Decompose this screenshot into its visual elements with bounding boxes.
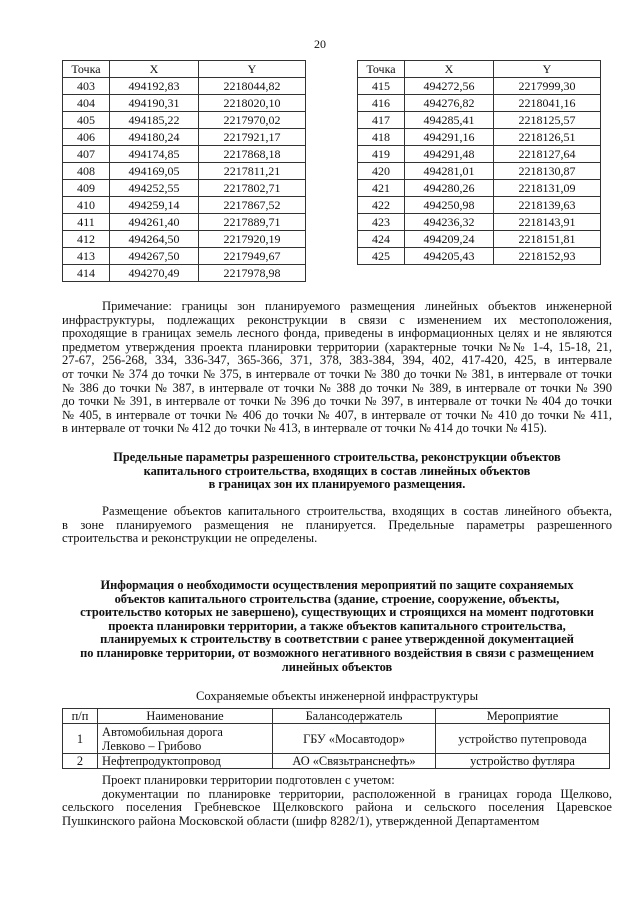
- cell-measure: устройство футляра: [436, 754, 610, 769]
- cell-point: 411: [63, 214, 110, 231]
- coordinates-table-right: [357, 60, 601, 265]
- text-line: инфраструктуры, подлежащих реконструкции в связи с изменением их местоположения,: [62, 312, 612, 327]
- cell-y: 2218151,81: [494, 231, 601, 248]
- cell-point: 414: [63, 265, 110, 282]
- cell-x: 494192,83: [110, 78, 199, 95]
- cell-point: 415: [358, 78, 405, 95]
- text-line: Примечание: границы зон планируемого размещения линейных объектов инженерной: [102, 299, 612, 313]
- text-line: документации по планировке территории, расположенной в границах города Щелково,: [102, 786, 612, 801]
- cell-y: 2218131,09: [494, 180, 601, 197]
- text-line: проекта планировки территории, а также объектов капитального строительства,: [108, 618, 566, 633]
- cell-number: 2: [63, 754, 98, 769]
- cell-x: 494185,22: [110, 112, 199, 129]
- text-line: Пушкинского района Московской области (шифр 8282/1), утвержденной Департаментом: [62, 813, 540, 828]
- cell-point: 416: [358, 95, 405, 112]
- text-line: в границах зон их планируемого размещения.: [208, 477, 466, 492]
- table-row: [63, 754, 610, 769]
- cell-point: 425: [358, 248, 405, 265]
- text-line: в зоне планируемого размещения не планируется. Предельные параметры разрешенного: [62, 517, 612, 532]
- cell-point: 409: [63, 180, 110, 197]
- cell-point: 413: [63, 248, 110, 265]
- header-x: X: [405, 61, 494, 78]
- cell-point: 410: [63, 197, 110, 214]
- cell-y: 2218044,82: [199, 78, 306, 95]
- cell-y: 2218143,91: [494, 214, 601, 231]
- table-row: [63, 163, 306, 180]
- project-basis-paragraph: [62, 774, 612, 828]
- coordinates-table-left: [62, 60, 306, 282]
- cell-x: 494281,01: [405, 163, 494, 180]
- cell-y: 2217949,67: [199, 248, 306, 265]
- text-line: по планировке территории, от возможного негативного воздействия в связи с размещением: [80, 645, 594, 660]
- cell-y: 2218125,57: [494, 112, 601, 129]
- cell-y: 2218139,63: [494, 197, 601, 214]
- table-row: [63, 112, 306, 129]
- table-row: [63, 146, 306, 163]
- cell-x: 494291,16: [405, 129, 494, 146]
- infra-caption-wrap: [62, 690, 612, 704]
- cell-owner: АО «Связьтранснефть»: [273, 754, 436, 769]
- cell-y: 2218130,87: [494, 163, 601, 180]
- cell-x: 494285,41: [405, 112, 494, 129]
- cell-point: 420: [358, 163, 405, 180]
- cell-y: 2218020,10: [199, 95, 306, 112]
- table-row: [63, 197, 306, 214]
- table-row: [63, 180, 306, 197]
- cell-x: 494174,85: [110, 146, 199, 163]
- text-line: объектов капитального строительства (здание, строение, сооружение, объекты,: [114, 591, 560, 606]
- table-row: [63, 78, 306, 95]
- cell-x: 494270,49: [110, 265, 199, 282]
- text-line: капитального строительства, входящих в состав линейных объектов: [143, 463, 531, 478]
- cell-point: 407: [63, 146, 110, 163]
- header-owner: Балансодержатель: [273, 709, 436, 724]
- cell-y: 2217889,71: [199, 214, 306, 231]
- cell-x: 494267,50: [110, 248, 199, 265]
- text-line: № 386 до точки № 387, в интервале от точки № 388 до точки № 389, в интервале от точки № 390: [62, 380, 612, 395]
- table-row: [358, 180, 601, 197]
- text-line: Предельные параметры разрешенного строительства, реконструкции объектов: [113, 450, 561, 464]
- cell-x: 494276,82: [405, 95, 494, 112]
- cell-x: 494264,50: [110, 231, 199, 248]
- cell-y: 2218127,64: [494, 146, 601, 163]
- text-line: планируемых к строительству в соответствии с ранее утвержденной документацией: [100, 632, 574, 647]
- header-x: X: [110, 61, 199, 78]
- text-line: предметом утверждения проекта планировки территории (характерные точки №№ 1-4, 15-18, 21,: [62, 339, 612, 354]
- text-line: до точки № 391, в интервале от точки № 396 до точки № 397, в интервале от точки № 404 до точки: [62, 394, 612, 409]
- text-line: линейных объектов: [281, 659, 393, 674]
- cell-y: 2217867,52: [199, 197, 306, 214]
- cell-x: 494190,31: [110, 95, 199, 112]
- table-row: [358, 112, 601, 129]
- text-line: строительства и реконструкции не определены.: [62, 531, 318, 546]
- cell-x: 494169,05: [110, 163, 199, 180]
- table-row: [358, 78, 601, 95]
- cell-point: 421: [358, 180, 405, 197]
- table-row: [358, 214, 601, 231]
- table-row: [63, 724, 610, 754]
- cell-point: 418: [358, 129, 405, 146]
- table-row: [63, 231, 306, 248]
- cell-name: Автомобильная дорога Левково – Грибово: [98, 724, 273, 754]
- cell-measure: устройство путепровода: [436, 724, 610, 754]
- cell-point: 412: [63, 231, 110, 248]
- cell-y: 2217868,18: [199, 146, 306, 163]
- table-header-row: [63, 61, 306, 78]
- cell-x: 494272,56: [405, 78, 494, 95]
- cell-y: 2217811,21: [199, 163, 306, 180]
- table-row: [358, 248, 601, 265]
- cell-x: 494205,43: [405, 248, 494, 265]
- note-paragraph: [62, 300, 612, 436]
- cell-x: 494259,14: [110, 197, 199, 214]
- cell-point: 419: [358, 146, 405, 163]
- cell-y: 2217978,98: [199, 265, 306, 282]
- cell-x: 494180,24: [110, 129, 199, 146]
- table-row: [358, 95, 601, 112]
- cell-y: 2217921,17: [199, 129, 306, 146]
- table-row: [358, 231, 601, 248]
- cell-x: 494261,40: [110, 214, 199, 231]
- table-row: [358, 146, 601, 163]
- header-y: Y: [199, 61, 306, 78]
- page-number: 20: [314, 37, 326, 51]
- cell-number: 1: [63, 724, 98, 754]
- table-header-row: [358, 61, 601, 78]
- cell-point: 406: [63, 129, 110, 146]
- cell-y: 2217802,71: [199, 180, 306, 197]
- table-row: [358, 163, 601, 180]
- section-heading-protection-info: [62, 579, 612, 674]
- cell-y: 2217970,02: [199, 112, 306, 129]
- cell-x: 494209,24: [405, 231, 494, 248]
- infra-table-caption: Сохраняемые объекты инженерной инфраструктуры: [195, 689, 479, 703]
- text-line: Проект планировки территории подготовлен с учетом:: [102, 773, 395, 787]
- table-row: [358, 129, 601, 146]
- table-row: [63, 129, 306, 146]
- table-row: [63, 95, 306, 112]
- placement-paragraph: [62, 505, 612, 546]
- header-y: Y: [494, 61, 601, 78]
- cell-x: 494236,32: [405, 214, 494, 231]
- infra-objects-table: [62, 708, 610, 769]
- cell-owner: ГБУ «Мосавтодор»: [273, 724, 436, 754]
- cell-x: 494280,26: [405, 180, 494, 197]
- cell-point: 405: [63, 112, 110, 129]
- cell-y: 2217999,30: [494, 78, 601, 95]
- table-row: [63, 248, 306, 265]
- cell-point: 404: [63, 95, 110, 112]
- cell-point: 403: [63, 78, 110, 95]
- header-measure: Мероприятие: [436, 709, 610, 724]
- cell-point: 408: [63, 163, 110, 180]
- cell-point: 417: [358, 112, 405, 129]
- cell-point: 422: [358, 197, 405, 214]
- text-line: сельского поселения Гребневское Щелковского района и сельского поселения Царевское: [62, 800, 612, 815]
- text-line: № 405, в интервале от точки № 406 до точки № 407, в интервале от точки № 410 до точки № 411,: [62, 407, 612, 422]
- table-row: [63, 265, 306, 282]
- table-header-row: [63, 709, 610, 724]
- text-line: проходящие в границах земель лесного фонда, приведены в информационных целях и не являются: [62, 326, 612, 341]
- cell-y: 2217920,19: [199, 231, 306, 248]
- cell-name: Нефтепродуктопровод: [98, 754, 273, 769]
- cell-y: 2218152,93: [494, 248, 601, 265]
- text-line: Информация о необходимости осуществления мероприятий по защите сохраняемых: [100, 578, 574, 592]
- text-line: строительство которых не завершено), существующих и строящихся на момент подготовки: [80, 605, 594, 620]
- cell-y: 2218041,16: [494, 95, 601, 112]
- text-line: от точки № 374 до точки № 375, в интервале от точки № 380 до точки № 381, в интервале от точки: [62, 366, 612, 381]
- cell-x: 494252,55: [110, 180, 199, 197]
- text-line: Размещение объектов капитального строительства, входящих в состав линейного объекта,: [102, 504, 612, 518]
- cell-point: 424: [358, 231, 405, 248]
- header-point: Точка: [358, 61, 405, 78]
- table-row: [358, 197, 601, 214]
- text-line: 27-67, 256-268, 334, 336-347, 365-366, 371, 378, 383-384, 394, 402, 417-420, 425, в интервале: [62, 353, 612, 368]
- cell-x: 494250,98: [405, 197, 494, 214]
- text-line: в интервале от точки № 412 до точки № 413, в интервале от точки № 414 до точки № 415).: [62, 421, 547, 436]
- header-number: п/п: [63, 709, 98, 724]
- cell-x: 494291,48: [405, 146, 494, 163]
- cell-y: 2218126,51: [494, 129, 601, 146]
- table-row: [63, 214, 306, 231]
- header-name: Наименование: [98, 709, 273, 724]
- cell-point: 423: [358, 214, 405, 231]
- section-heading-limit-parameters: [62, 451, 612, 492]
- header-point: Точка: [63, 61, 110, 78]
